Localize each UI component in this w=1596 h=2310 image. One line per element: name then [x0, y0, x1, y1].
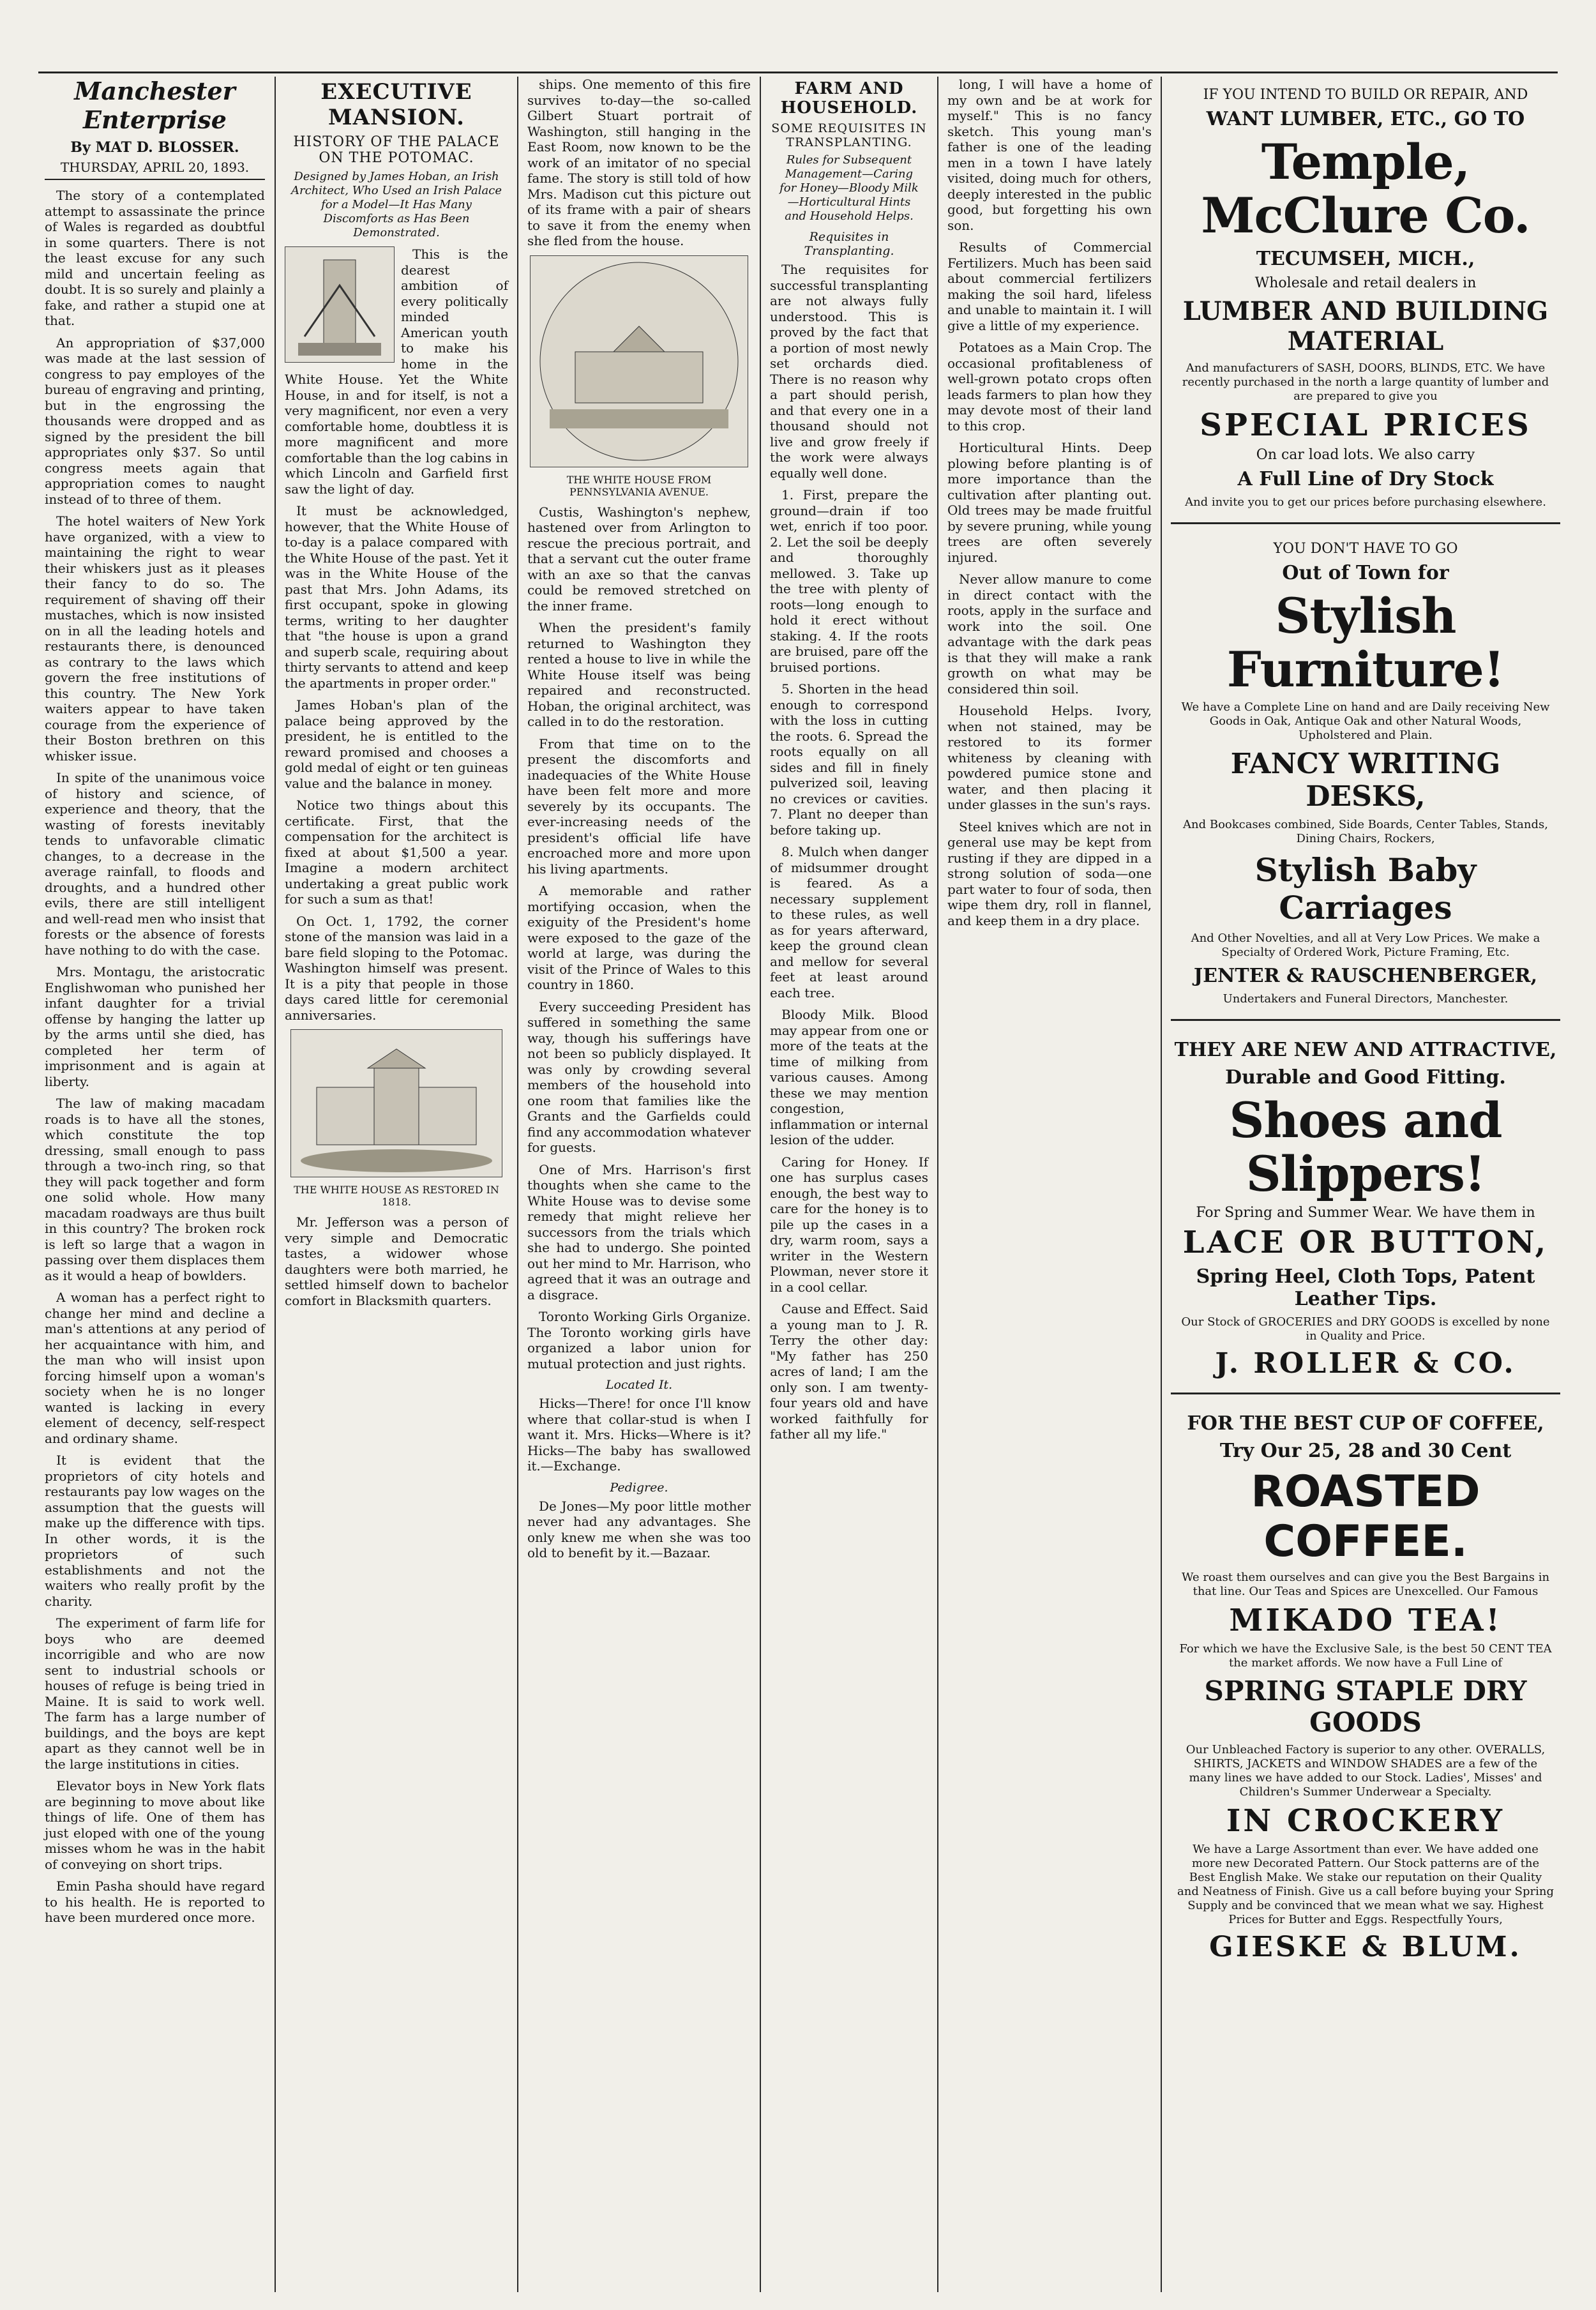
article-subtitle: SOME REQUISITES IN TRANSPLANTING.	[771, 121, 927, 149]
paragraph: Cause and Effect. Said a young man to J. R. Terry the other day: "My father has 250 acres of land; I am the only son. I am twenty-four years old and have worked faithfully for father all my life."	[770, 1301, 928, 1442]
paragraph: Toronto Working Girls Organize. The Toronto working girls have organized a labor union for mutual protection and just rights.	[527, 1309, 751, 1371]
paragraph: Bloody Milk. Blood may appear from one or more of the teats at the time of milking from various causes. Among these we may mention congestion, inflammation or internal lesion of the udder.	[770, 1007, 928, 1147]
paragraph: The requisites for successful transplanting are not always fully understood. This is proved by the fact that a portion of most newly set orchards died. There is no reason why a part should perish, and that every one in a thousand should not live and grow freely if the work were always equally well done.	[770, 262, 928, 481]
section-heading: Requisites in Transplanting.	[804, 230, 894, 258]
ad-text: Wholesale and retail dealers in	[1254, 275, 1477, 291]
paragraph: It must be acknowledged, however, that the White House of to-day is a palace compared with the White House of the past. Yet it was in the White House of the past that Mrs. John Adams, its first occupant, spoke in glowing terms, writing to her daughter that "the house is upon a grand and superb scale, requiring about thirty servants to attend and keep the apartments in proper order."	[285, 503, 508, 691]
ad-headline: Temple, McClure Co.	[1201, 133, 1530, 244]
ad-headline: SPRING STAPLE DRY GOODS	[1204, 1675, 1527, 1738]
article-subtitle: HISTORY OF THE PALACE ON THE POTOMAC.	[293, 134, 500, 166]
ad-text: Our Stock of GROCERIES and DRY GOODS is excelled by none in Quality and Price.	[1181, 1315, 1550, 1343]
ad-text: Our Unbleached Factory is superior to any other. OVERALLS, SHIRTS, JACKETS and WINDOW SHADES are a few of the many lines we have added to our Stock. Ladies', Misses' and Children's Summer Underwear a Specialty.	[1186, 1743, 1546, 1799]
paragraph: Mrs. Montagu, the aristocratic Englishwoman who punished her infant daughter for a trivial offense by hanging the latter up by the arms until she died, has completed her term of imprisonment and is again at liberty.	[45, 964, 265, 1089]
pennsylvania-avenue-illustration	[530, 255, 748, 467]
joke-text: De Jones—My poor little mother never had any advantages. She only knew me when she was too old to benefit by it.—Bazaar.	[527, 1498, 751, 1560]
masthead: Manchester Enterprise	[74, 77, 236, 134]
ad-headline: IN CROCKERY	[1226, 1803, 1505, 1839]
column-2	[278, 77, 515, 2292]
ad-headline: Stylish Baby Carriages	[1254, 851, 1477, 926]
ad-furniture	[1171, 531, 1560, 1021]
white-house-illustration	[290, 1029, 502, 1177]
ad-text: Durable and Good Fitting.	[1225, 1066, 1506, 1089]
paragraph: Results of Commercial Fertilizers. Much has been said about commercial fertilizers making the soil hard, lifeless and unable to maintain it. I will give a little of my experience.	[947, 239, 1152, 333]
paragraph: Household Helps. Ivory, when not stained, may be restored to its former whiteness by cleaning with powdered pumice stone and water, and then placing it under glasses in the sun's rays.	[947, 703, 1152, 812]
paragraph: Every succeeding President has suffered in something the same way, though his sufferings have not been so publicly displayed. It was only by crowding several members of the household into one room that families like the Grants and the Garfields could find any accommodation whatever for guests.	[527, 999, 751, 1155]
ad-text: For which we have the Exclusive Sale, is the best 50 CENT TEA the market affords. We now have a Full Line of	[1179, 1642, 1552, 1670]
paragraph: Notice two things about this certificate. First, that the compensation for the architect is fixed at about $1,500 a year. Imagine a modern architect undertaking a great public work for such a sum as that!	[285, 797, 508, 907]
paragraph: 5. Shorten in the head enough to correspond with the loss in cutting the roots. 6. Spread the roots equally on all sides and fill in finely pulverized soil, leaving no crevices or cavities. 7. Plant no deeper than before taking up.	[770, 681, 928, 838]
ad-text: And invite you to get our prices before purchasing elsewhere.	[1185, 495, 1546, 509]
column-5	[941, 77, 1158, 2292]
column-rule	[760, 77, 761, 2292]
ad-headline: Stylish Furniture!	[1226, 587, 1505, 698]
paragraph: One of Mrs. Harrison's first thoughts when she came to the White House was to devise some remedy that might relieve her successors from the trials which she had to undergo. She pointed out her mind to Mr. Harrison, who agreed that it was an outrage and a disgrace.	[527, 1161, 751, 1302]
joke-title: Pedigree.	[610, 1480, 668, 1495]
ad-text: Spring Heel, Cloth Tops, Patent Leather Tips.	[1196, 1265, 1535, 1310]
article-title: FARM AND HOUSEHOLD.	[780, 79, 918, 117]
ad-firm: J. ROLLER & CO.	[1215, 1347, 1516, 1380]
column-rule	[517, 77, 518, 2292]
ad-firm: JENTER & RAUSCHENBERGER,	[1193, 965, 1538, 987]
ad-headline: Shoes and Slippers!	[1229, 1092, 1502, 1202]
paragraph: Never allow manure to come in direct contact with the roots, apply in the surface and work into the soil. One advantage with the dark peas is that they will make a rank growth on what may be considered thin soil.	[947, 571, 1152, 697]
paragraph: 1. First, prepare the ground—drain if too wet, enrich if too poor. 2. Let the soil be deeply and thoroughly mellowed. 3. Take up the tree with plenty of roots—long enough to hold it erect without staking. 4. If the roots are bruised, pare off the bruised portions.	[770, 487, 928, 675]
joke-text: Hicks—There! for once I'll know where that collar-stud is when I want it. Mrs. Hicks—Where is it? Hicks—The baby has swallowed it.—Exchange.	[527, 1396, 751, 1474]
ad-text: FOR THE BEST CUP OF COFFEE,	[1187, 1412, 1544, 1435]
byline: By MAT D. BLOSSER.	[70, 139, 239, 156]
paragraph: Steel knives which are not in general use may be kept from rusting if they are dipped in a strong solution of soda—one part water to four of soda, then wipe them dry, roll in flannel, and keep them in a dry place.	[947, 819, 1152, 928]
advertisements-column	[1164, 77, 1567, 2292]
top-rule	[38, 72, 1558, 73]
paragraph: A memorable and rather mortifying occasion, when the exiguity of the President's home were exposed to the gaze of the world at large, was during the visit of the Prince of Wales to this country in 1860.	[527, 883, 751, 992]
ad-text: IF YOU INTEND TO BUILD OR REPAIR, AND	[1203, 87, 1528, 103]
paragraph: The hotel waiters of New York have organized, with a view to maintaining the right to wear their whiskers just as it pleases their fancy to do so. The requirement of shaving off their mustaches, which is now insisted on in all the leading hotels and restaurants there, is denounced as contrary to the laws which govern the free institutions of this country. The New York waiters appear to have taken courage from the experience of their Boston brethren on this whisker issue.	[45, 513, 265, 764]
paragraph: A woman has a perfect right to change her mind and decline a man's attentions at any period of her acquaintance with him, and the man who will insist upon forcing himself upon a woman's society when he is no longer wanted is lacking in every element of decency, self-respect and ordinary shame.	[45, 1290, 265, 1446]
ad-text: And manufacturers of SASH, DOORS, BLINDS, ETC. We have recently purchased in the north a large quantity of lumber and are prepared to give you	[1182, 361, 1549, 403]
paragraph: On Oct. 1, 1792, the corner stone of the mansion was laid in a bare field sloping to the Potomac. Washington himself was present. It is a pity that people in those days cared little for ceremonial anniversaries.	[285, 913, 508, 1023]
paragraph: This is the dearest ambition of every politically minded American youth to make his home in the White House. Yet the White House, in and for itself, is not a very magnificent, nor even a very comfortable home, doubtless it is more magnificent and more comfortable than the log cabins in which Lincoln and Garfield first saw the light of day.	[285, 246, 508, 497]
article-deck: Rules for Subsequent Management—Caring for Honey—Bloody Milk—Horticultural Hints and Household Helps.	[779, 153, 919, 223]
ad-headline: FANCY WRITING DESKS,	[1230, 748, 1501, 813]
ad-headline: LACE OR BUTTON,	[1182, 1225, 1549, 1260]
paragraph: In spite of the unanimous voice of history and science, of experience and theory, that the wasting of forests inevitably tends to unfavorable climatic changes, to a decrease in the average rainfall, to floods and droughts, and a hundred other evils, there are still intelligent and well-read men who insist that forests or the absence of forests have nothing to do with the case.	[45, 770, 265, 958]
paragraph: Custis, Washington's nephew, hastened over from Arlington to rescue the precious portrait, and that a servant cut the outer frame with an axe so that the canvas could be removed stretched on the inner frame.	[527, 504, 751, 614]
paragraph: Emin Pasha should have regard to his health. He is reported to have been murdered once more.	[45, 1878, 265, 1925]
article-title: EXECUTIVE MANSION.	[320, 79, 472, 130]
illustration-caption: THE WHITE HOUSE FROM PENNSYLVANIA AVENUE.	[566, 473, 712, 498]
column-rule	[1161, 77, 1162, 2292]
ad-temple-mcclure	[1171, 77, 1560, 524]
paragraph: ships. One memento of this fire survives to-day—the so-called Gilbert Stuart portrait of Washington, still hanging in the East Room, now known to be the work of an imitator of no special fame. The story is still told of how Mrs. Madison cut this picture out of its frame with a pair of shears to save it from the enemy when she fled from the house.	[527, 77, 751, 248]
paragraph: When the president's family returned to Washington they rented a house to live in while the White House itself was being repaired and reconstructed. Hoban, the original architect, was called in to do the restoration.	[527, 620, 751, 729]
joke-title: Located It.	[605, 1378, 673, 1392]
paragraph: Elevator boys in New York flats are beginning to move about like things of life. One of them has just eloped with one of the young misses whom he was in the habit of conveying on short trips.	[45, 1778, 265, 1872]
column-3	[521, 77, 757, 2292]
paragraph: Caring for Honey. If one has surplus cases enough, the best way to care for the honey is to pile up the cases in a dry, warm room, says a writer in the Western Plowman, never store it in a cool cellar.	[770, 1154, 928, 1295]
column-1	[38, 77, 271, 2292]
paragraph: Mr. Jefferson was a person of very simple and Democratic tastes, a widower whose daughters were both married, he settled himself down to bachelor comfort in Blacksmith quarters.	[285, 1214, 508, 1308]
ad-text: We roast them ourselves and can give you the Best Bargains in that line. Our Teas and Spices are Unexcelled. Our Famous	[1181, 1571, 1550, 1598]
ad-headline: SPECIAL PRICES	[1200, 407, 1532, 443]
ad-coffee	[1171, 1401, 1560, 1976]
paragraph: An appropriation of $37,000 was made at the last session of congress to pay employes of the bureau of engraving and printing, but in the engrossing the thousands were dropped and as signed by the president the bill appropriates only $37. So until congress meets again that appropriation comes to naught instead of to three of them.	[45, 335, 265, 507]
ad-shoes	[1171, 1027, 1560, 1394]
illustration-caption: THE WHITE HOUSE AS RESTORED IN 1818.	[294, 1184, 499, 1208]
paragraph: From that time on to the present the discomforts and inadequacies of the White House have been felt more and more severely by its occupants. The ever-increasing needs of the president's official life have encroached more and more upon his living apartments.	[527, 736, 751, 877]
ad-text: And Bookcases combined, Side Boards, Center Tables, Stands, Dining Chairs, Rockers,	[1183, 818, 1548, 845]
ad-text: And Other Novelties, and all at Very Low Prices. We make a Specialty of Ordered Work, Picture Framing, Etc.	[1191, 932, 1540, 959]
paragraph: long, I will have a home of my own and be at work for myself." This is no fancy sketch. This young man's father is one of the leading men in a town I have lately visited, doing much for others, deeply interested in the public good, but forgetting his own son.	[947, 77, 1152, 233]
ad-text: TECUMSEH, MICH.,	[1256, 248, 1475, 270]
paragraph: The law of making macadam roads is to have all the stones, which constitute the top dressing, small enough to pass through a two-inch ring, so that they will pack together and form one solid whole. How many macadam roadways are thus built in this country? The broken rock is left so large that a wagon in passing over them displaces them as it would a heap of bowlders.	[45, 1096, 265, 1283]
column-rule	[937, 77, 938, 2292]
ad-text: YOU DON'T HAVE TO GO	[1273, 541, 1458, 557]
paragraph: 8. Mulch when danger of midsummer drought is feared. As a necessary supplement to these rules, as well as for years afterward, keep the ground clean and mellow for several feet at least around each tree.	[770, 844, 928, 1000]
ad-text: For Spring and Summer Wear. We have them in	[1196, 1205, 1535, 1221]
ad-headline: A Full Line of Dry Stock	[1237, 468, 1494, 490]
ad-text: WANT LUMBER, ETC., GO TO	[1206, 108, 1525, 130]
ad-text: We have a Complete Line on hand and are Daily receiving New Goods in Oak, Antique Oak and other Natural Woods, Upholstered and Plain.	[1181, 700, 1550, 742]
chimney-illustration	[285, 246, 395, 363]
dateline: THURSDAY, APRIL 20, 1893.	[45, 160, 265, 180]
ad-text: Out of Town for	[1282, 562, 1449, 584]
paragraph: It is evident that the proprietors of city hotels and restaurants pay low wages on the assumption that the guests will make up the difference with tips. In other words, it is the proprietors of such establishments and not the waiters who really profit by the charity.	[45, 1453, 265, 1609]
ad-text: On car load lots. We also carry	[1256, 447, 1475, 463]
paragraph: The story of a contemplated attempt to assassinate the prince of Wales is regarded as doubtful in some quarters. There is not the least excuse for any such mild and uncertain feeling as doubt. It is so surely and plainly a fake, and rather a stupid one at that.	[45, 188, 265, 328]
paragraph: The experiment of farm life for boys who are deemed incorrigible and who are now sent to industrial schools or houses of refuge is being tried in Maine. It is said to work well. The farm has a large number of buildings, and the boys are kept apart as they cannot well be in the large institutions in cities.	[45, 1615, 265, 1772]
paragraph: James Hoban's plan of the palace being approved by the president, he is entitled to the reward promised and chooses a gold medal of eight or ten guineas value and the balance in money.	[285, 697, 508, 791]
ad-text: We have a Large Assortment than ever. We have added one more new Decorated Pattern. Our Stock patterns are of the Best English Make. We stake our reputation on their Quality and Neatness of Finish. Give us a call before buying your Spring Supply and be convinced that we mean what we say. Highest Prices for Butter and Eggs. Respectfully Yours,	[1177, 1843, 1554, 1926]
paragraph: Potatoes as a Main Crop. The occasional profitableness of well-grown potato crops often leads farmers to plan how they may devote most of their land to this crop.	[947, 340, 1152, 434]
ad-text: THEY ARE NEW AND ATTRACTIVE,	[1174, 1039, 1557, 1061]
paragraph: Horticultural Hints. Deep plowing before planting is of more importance than the cultivation after planting out. Old trees may be made fruitful by severe pruning, while young trees are often severely injured.	[947, 440, 1152, 565]
ad-firm: GIESKE & BLUM.	[1209, 1931, 1522, 1963]
column-4	[764, 77, 935, 2292]
ad-text: Undertakers and Funeral Directors, Manchester.	[1223, 992, 1509, 1006]
ad-headline: MIKADO TEA!	[1229, 1603, 1502, 1638]
column-rule	[275, 77, 276, 2292]
ad-text: Try Our 25, 28 and 30 Cent	[1219, 1440, 1512, 1462]
ad-headline: LUMBER AND BUILDING MATERIAL	[1182, 296, 1549, 356]
ad-headline: ROASTED COFFEE.	[1251, 1467, 1480, 1567]
article-deck: Designed by James Hoban, an Irish Architect, Who Used an Irish Palace for a Model—It Has Many Discomforts as Has Been Demonstrated.	[291, 170, 502, 239]
